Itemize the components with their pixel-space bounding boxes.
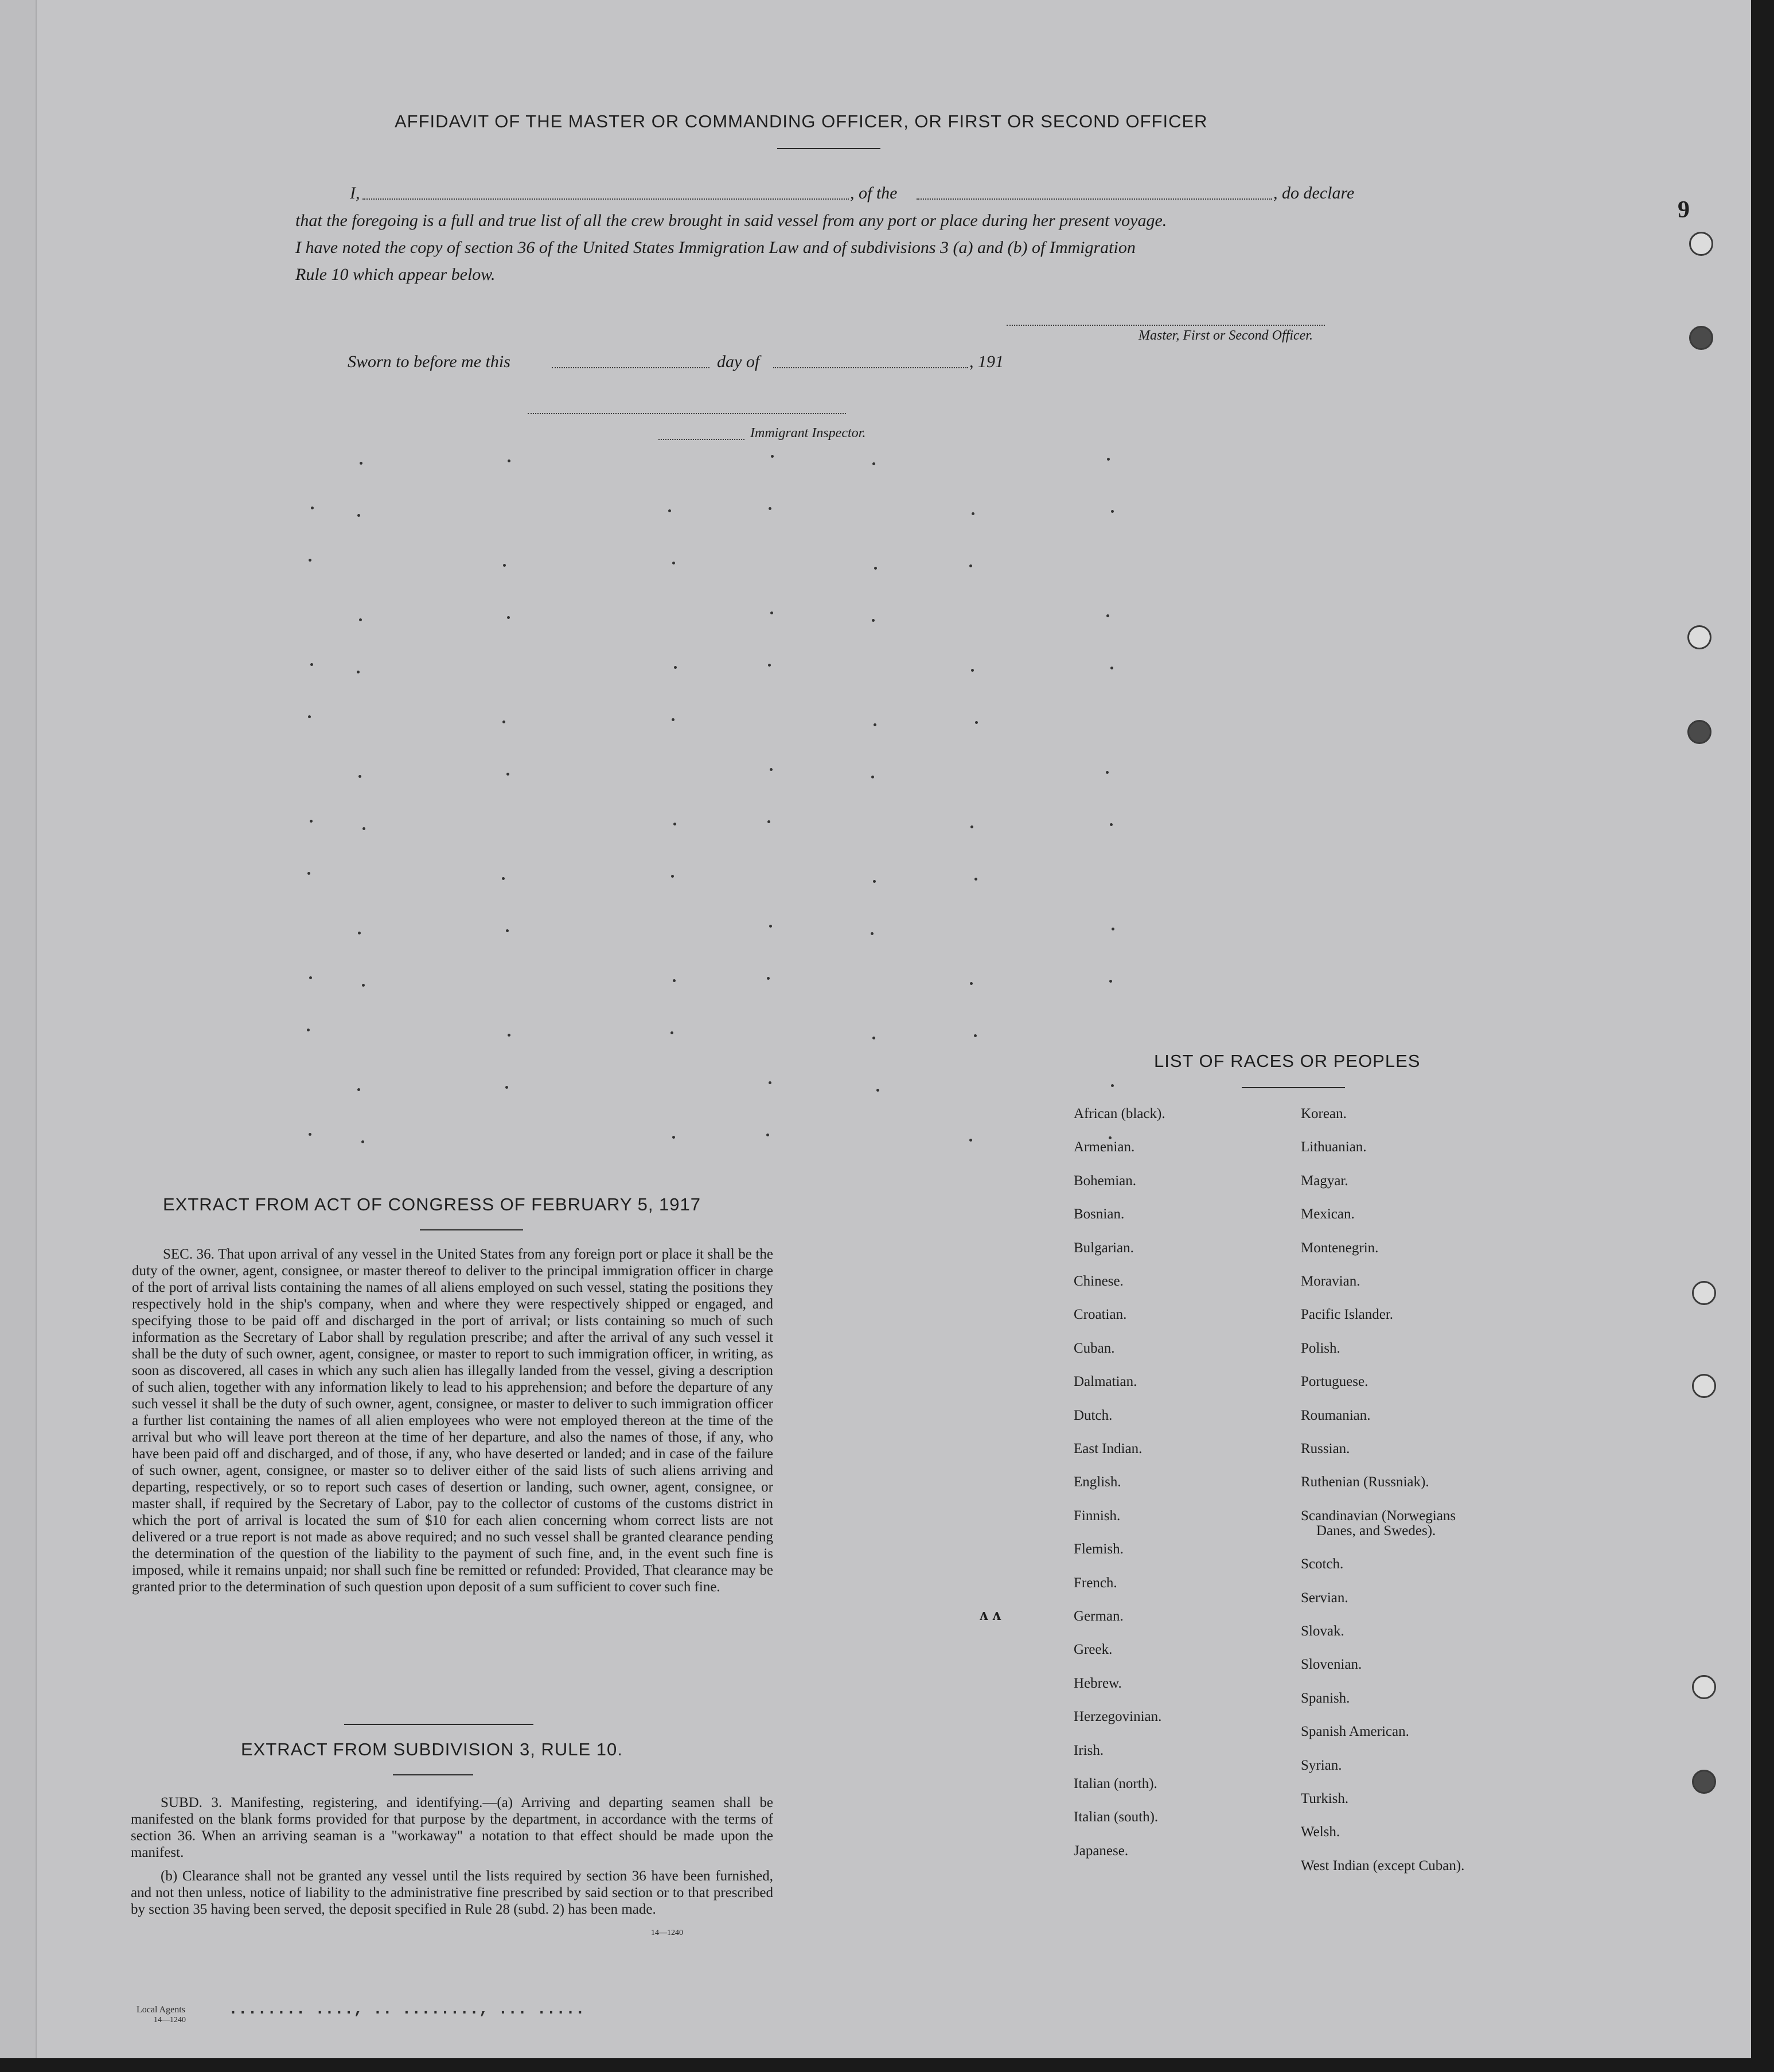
- scan-dot: [770, 612, 773, 614]
- race-item: Italian (north).: [1074, 1776, 1157, 1791]
- race-item: Hebrew.: [1074, 1675, 1122, 1691]
- scan-dot: [307, 1029, 310, 1031]
- scan-dot: [1112, 928, 1114, 930]
- punch-hole: [1689, 232, 1713, 256]
- act-extract-title: EXTRACT FROM ACT OF CONGRESS OF FEBRUARY 5, 1917: [163, 1194, 701, 1214]
- scan-dot: [360, 462, 362, 465]
- scan-dot: [506, 773, 509, 776]
- race-item: Russian.: [1301, 1441, 1350, 1456]
- race-item: Mexican.: [1301, 1206, 1355, 1222]
- scan-dot: [507, 616, 510, 619]
- scan-dot: [972, 512, 974, 515]
- scan-dot: [874, 723, 876, 726]
- race-item: Welsh.: [1301, 1824, 1340, 1840]
- scan-dot: [358, 932, 361, 934]
- scan-dot: [672, 718, 674, 721]
- scan-dot: [506, 929, 509, 932]
- punch-hole: [1692, 1770, 1716, 1794]
- signature-line: [1007, 325, 1325, 326]
- race-item: Pacific Islander.: [1301, 1307, 1394, 1323]
- race-item: Slovak.: [1301, 1623, 1344, 1639]
- scan-dot: [359, 618, 362, 621]
- scan-dot: [670, 1031, 673, 1034]
- race-item: Japanese.: [1074, 1843, 1129, 1859]
- scan-dot: [1109, 980, 1112, 983]
- scan-dot: [767, 820, 770, 823]
- race-item: Flemish.: [1074, 1541, 1124, 1557]
- scan-dot: [668, 509, 671, 512]
- scan-dot: [310, 820, 313, 823]
- scan-dot: [673, 823, 676, 825]
- race-item: Spanish.: [1301, 1690, 1350, 1706]
- scan-dot: [502, 720, 505, 723]
- scan-edge-right: [1751, 0, 1774, 2072]
- race-item: Servian.: [1301, 1590, 1348, 1606]
- race-item: Finnish.: [1074, 1508, 1121, 1524]
- race-item: Armenian.: [1074, 1139, 1135, 1155]
- scan-dot: [310, 663, 313, 666]
- race-item: Syrian.: [1301, 1757, 1342, 1773]
- race-item: Lithuanian.: [1301, 1139, 1367, 1155]
- rule-separator: [344, 1724, 533, 1725]
- affidavit-declare: , do declare: [1273, 184, 1355, 202]
- scan-dot: [971, 669, 974, 672]
- scan-dot: [671, 875, 674, 878]
- scan-dot: [1107, 458, 1110, 461]
- scan-dot: [769, 507, 771, 510]
- punch-hole: [1687, 625, 1711, 649]
- scan-dot: [361, 1140, 364, 1143]
- race-item: Scandinavian (Norwegians: [1301, 1508, 1456, 1524]
- race-item: English.: [1074, 1474, 1121, 1490]
- scan-dot: [872, 619, 875, 622]
- sworn-year: , 191: [969, 352, 1004, 371]
- race-item: Greek.: [1074, 1642, 1113, 1658]
- scan-dot: [766, 1134, 769, 1136]
- scan-dot: [308, 715, 311, 718]
- race-item: Dalmatian.: [1074, 1374, 1137, 1390]
- scan-dot: [771, 455, 774, 458]
- scan-dot: [876, 1089, 879, 1092]
- rule-para-b: (b) Clearance shall not be granted any vessel until the lists required by section 36 have been furnished, and not then unless, notice of liability to the administrative fine prescribed by said section or to that prescribed by section 35 having been served, the deposit specified in Rule 28 (subd. 2) has been made.: [131, 1868, 773, 1917]
- page-left-edge: [0, 0, 37, 2072]
- footer-form-number: 14—1240: [154, 2016, 186, 2024]
- scan-dot: [872, 462, 875, 465]
- german-marks: ʌ ʌ: [980, 1605, 1001, 1624]
- scan-dot: [505, 1086, 508, 1089]
- scan-dot: [311, 507, 314, 509]
- race-item: Bosnian.: [1074, 1206, 1125, 1222]
- local-agents-label: Local Agents: [137, 2005, 185, 2015]
- scan-dot: [673, 979, 676, 982]
- scan-dot: [1111, 1084, 1114, 1087]
- race-item: Turkish.: [1301, 1791, 1349, 1806]
- punch-hole: [1692, 1374, 1716, 1398]
- affidavit-i: I,: [350, 184, 360, 202]
- sworn-day: day of: [717, 352, 760, 371]
- scan-dot: [975, 721, 978, 724]
- scan-dot: [768, 664, 771, 667]
- scan-dot: [974, 1034, 977, 1037]
- races-title: LIST OF RACES OR PEOPLES: [1154, 1051, 1421, 1071]
- top-right-digit: 9: [1678, 197, 1690, 223]
- scan-dot: [969, 564, 972, 567]
- rule-title-rule: [393, 1774, 473, 1775]
- scan-dot: [309, 976, 312, 979]
- scan-dot: [1110, 823, 1113, 826]
- act-extract-body: SEC. 36. That upon arrival of any vessel in the United States from any foreign port or place it shall be the duty of the owner, agent, consignee, or master thereof to deliver to the principal immigration officer in charge of the port of arrival lists containing the names of all aliens employed on such vessel, stating the positions they respectively hold in the ship's company, when and where they were respectively shipped or engaged, and specifying those to be paid off and discharged in the port of arrival; or lists containing so much of such information as the Secretary of Labor shall by regulation prescribe; and after the arrival of any such vessel it shall be the duty of such owner, agent, consignee, or master to report to such immigration officer, in writing, as soon as discovered, all cases in which any such alien has illegally landed from the vessel, giving a description of such alien, together with any information likely to lead to his apprehension; and before the departure of any such vessel it shall be the duty of such owner, agent, consignee, or master to deliver to such immigration officer a further list containing the names of all alien employees who were not employed thereon at the time of the arrival but who will leave port thereon at the time of her departure, and also the names of those, if any, who have been paid off and discharged, and of those, if any, who have deserted or landed; and in case of the failure of such owner, agent, consignee, or master so to deliver either of the said lists of such aliens arriving and departing, respectively, or so to report such cases of desertion or landing, such owner, agent, consignee, or master shall, if required by the Secretary of Labor, pay to the collector of customs of the customs district in which the port of arrival is located the sum of $10 for each alien concerning whom correct lists are not delivered or a true report is not made as above required; and no such vessel shall be granted clearance pending the determination of the question of the liability to the payment of such fine, and, in the event such fine is imposed, while it remains unpaid; nor shall such fine be remitted or refunded: Provided, That clearance may be granted prior to the determination of such question upon deposit of a sum sufficient to cover such fine.: [132, 1247, 773, 1595]
- punch-hole: [1687, 720, 1711, 744]
- sworn-month-blank: [773, 367, 968, 368]
- inspector-signature-line: [528, 413, 846, 414]
- scan-dot: [674, 666, 677, 669]
- scan-dot: [503, 564, 506, 567]
- affidavit-line-2: that the foregoing is a full and true list of all the crew brought in said vessel from any port or place during her present voyage.: [295, 211, 1167, 230]
- race-item: Danes, and Swedes).: [1316, 1522, 1436, 1539]
- scan-dot: [767, 977, 770, 980]
- scan-edge-bottom: [0, 2058, 1774, 2072]
- affidavit-title-rule: [777, 148, 880, 149]
- sworn-day-blank: [552, 367, 709, 368]
- scan-dot: [970, 825, 973, 828]
- race-item: Herzegovinian.: [1074, 1709, 1162, 1725]
- scan-dot: [871, 932, 874, 935]
- scan-dot: [974, 878, 977, 881]
- scan-dot: [872, 1037, 875, 1039]
- race-item: French.: [1074, 1575, 1117, 1591]
- race-item: Spanish American.: [1301, 1724, 1409, 1740]
- scan-dot: [362, 984, 365, 987]
- race-item: Moravian.: [1301, 1273, 1360, 1289]
- race-item: West Indian (except Cuban).: [1301, 1857, 1465, 1874]
- scan-dot: [672, 1136, 675, 1139]
- scan-dot: [770, 768, 773, 771]
- affidavit-vessel-blank: [917, 198, 1272, 200]
- scan-dot: [1111, 510, 1114, 513]
- affidavit-line-3: I have noted the copy of section 36 of the United States Immigration Law and of subdivisions 3 (a) and (b) of Immigration: [295, 238, 1136, 257]
- scan-dot: [769, 925, 772, 928]
- scan-dot: [309, 559, 311, 562]
- races-title-rule: [1242, 1087, 1345, 1088]
- race-item: Bohemian.: [1074, 1173, 1137, 1189]
- scan-dot: [1109, 1136, 1112, 1139]
- scan-dot: [357, 671, 360, 673]
- affidavit-name-blank: [362, 198, 849, 200]
- scan-dot: [873, 880, 876, 883]
- race-item: Slovenian.: [1301, 1657, 1362, 1673]
- agent-stamp: ........ ...., .. ........, ... .....: [228, 2001, 585, 2019]
- scan-dot: [508, 1034, 510, 1037]
- inspector-short-line: [658, 439, 744, 440]
- race-item: Korean.: [1301, 1106, 1347, 1121]
- punch-hole: [1692, 1281, 1716, 1305]
- scan-dot: [309, 1133, 311, 1136]
- race-item: Magyar.: [1301, 1173, 1348, 1189]
- race-item: Dutch.: [1074, 1407, 1113, 1423]
- scan-dot: [362, 827, 365, 830]
- race-item: Portuguese.: [1301, 1374, 1368, 1390]
- race-item: German.: [1074, 1608, 1124, 1624]
- scan-dot: [357, 1088, 360, 1091]
- act-title-rule: [420, 1229, 523, 1230]
- scan-dot: [1106, 771, 1109, 774]
- race-item: Chinese.: [1074, 1273, 1124, 1289]
- rule-form-number: 14—1240: [651, 1929, 683, 1937]
- scan-dot: [307, 872, 310, 875]
- scan-dot: [871, 776, 874, 778]
- scan-dot: [1110, 667, 1113, 669]
- scan-dot: [502, 877, 505, 880]
- scan-dot: [874, 567, 877, 570]
- sworn-prefix: Sworn to before me this: [348, 352, 510, 371]
- scan-dot: [1106, 614, 1109, 617]
- signature-label: Master, First or Second Officer.: [1139, 328, 1313, 343]
- affidavit-line-4: Rule 10 which appear below.: [295, 265, 496, 284]
- punch-hole: [1689, 326, 1713, 350]
- affidavit-title: AFFIDAVIT OF THE MASTER OR COMMANDING OFFICER, OR FIRST OR SECOND OFFICER: [395, 111, 1208, 131]
- race-item: Cuban.: [1074, 1340, 1115, 1356]
- scan-dot: [508, 459, 510, 462]
- affidavit-of-the: , of the: [850, 184, 898, 202]
- scan-dot: [970, 982, 973, 985]
- punch-hole: [1692, 1675, 1716, 1699]
- race-item: Scotch.: [1301, 1556, 1344, 1572]
- race-item: Roumanian.: [1301, 1407, 1371, 1423]
- scan-dot: [672, 562, 675, 564]
- rule-extract-title: EXTRACT FROM SUBDIVISION 3, RULE 10.: [241, 1739, 623, 1759]
- race-item: Italian (south).: [1074, 1809, 1159, 1825]
- scan-dot: [969, 1139, 972, 1142]
- race-item: Montenegrin.: [1301, 1240, 1379, 1256]
- race-item: Bulgarian.: [1074, 1240, 1134, 1256]
- scan-dot: [358, 775, 361, 778]
- inspector-label: Immigrant Inspector.: [750, 426, 866, 441]
- scan-dot: [769, 1081, 771, 1084]
- race-item: Polish.: [1301, 1340, 1340, 1356]
- race-item: Irish.: [1074, 1742, 1104, 1758]
- scan-dot: [357, 514, 360, 517]
- race-item: Ruthenian (Russniak).: [1301, 1474, 1429, 1490]
- race-item: East Indian.: [1074, 1441, 1143, 1456]
- race-item: Croatian.: [1074, 1307, 1127, 1323]
- rule-para-a: SUBD. 3. Manifesting, registering, and identifying.—(a) Arriving and departing seamen shall be manifested on the blank forms provided for that purpose by the department, in accordance with the terms of section 36. When an arriving seaman is a "workaway" a notation to that effect should be made upon the manifest.: [131, 1795, 773, 1860]
- race-item: African (black).: [1074, 1106, 1165, 1121]
